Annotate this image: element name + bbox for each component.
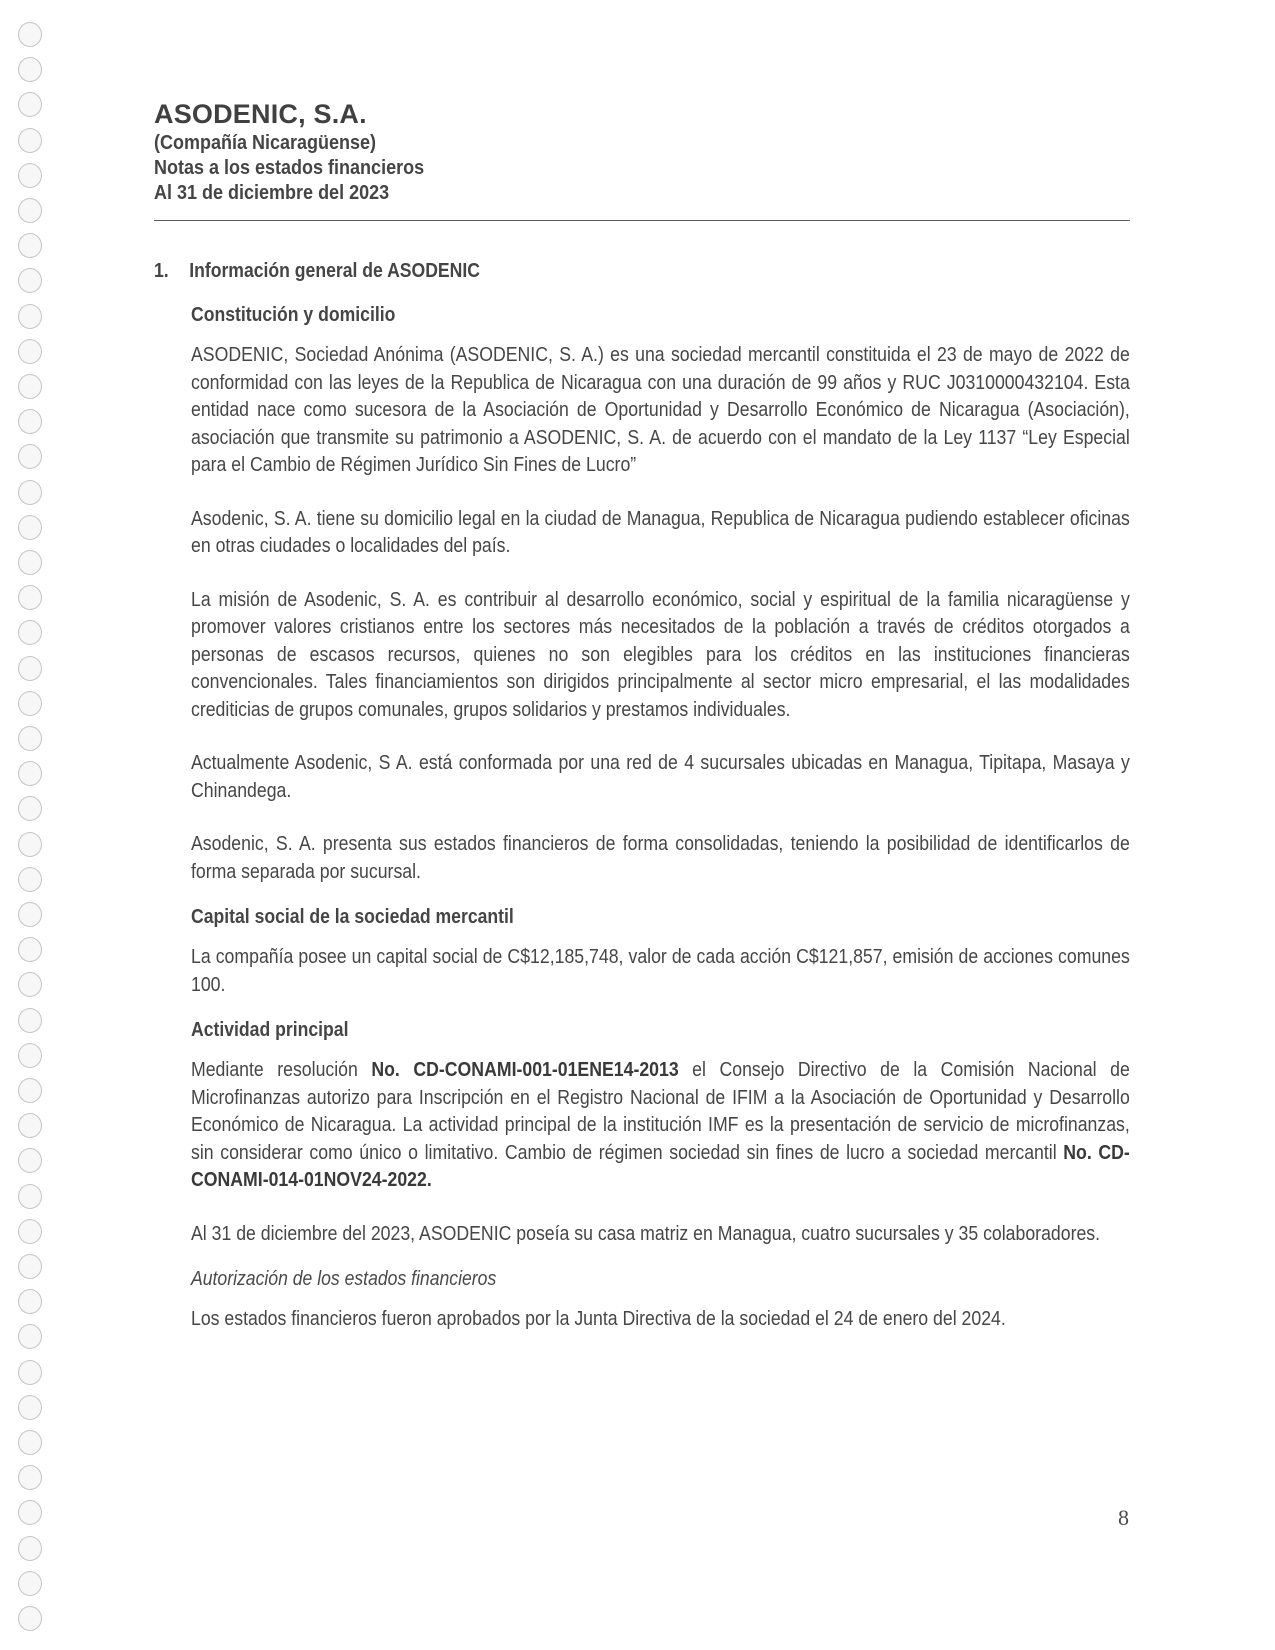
binder-hole (18, 1184, 42, 1209)
binder-hole (18, 1430, 42, 1455)
binder-hole (18, 656, 42, 681)
binder-hole (18, 444, 42, 469)
binder-hole (18, 198, 42, 223)
binder-hole (18, 92, 42, 117)
paragraph-casa-matriz: Al 31 de diciembre del 2023, ASODENIC poseía su casa matriz en Managua, cuatro sucursales y 35 colaboradores. (191, 1222, 1101, 1245)
paragraph-sucursales: Actualmente Asodenic, S A. está conformada por una red de 4 sucursales ubicadas en Managua, Tipitapa, Masaya y Chinandega. (191, 752, 1130, 802)
paragraph-mision: La misión de Asodenic, S. A. es contribuir al desarrollo económico, social y espiritual de la familia nicaragüense y promover valores cristianos entre los sectores más necesitados de la población a través de créditos otorgados a personas de escasos recursos, quienes no son elegibles para los créditos en las instituciones financieras convencionales. Tales financiamientos son dirigidos principalmente al sector micro empresarial, el las modalidades crediticias de grupos comunales, grupos solidarios y prestamos individuales. (191, 588, 1130, 721)
binder-hole (18, 585, 42, 610)
binder-hole (18, 1571, 42, 1596)
resolution-number-2: No. CD-CONAMI-014-01NOV24-2022. (191, 1141, 1130, 1191)
company-subtitle: (Compañía Nicaragüense) (154, 132, 377, 154)
binder-hole (18, 128, 42, 153)
resolution-number: No. CD-CONAMI-001-01ENE14-2013 (371, 1059, 679, 1081)
binder-hole (18, 1008, 42, 1033)
binder-hole (18, 374, 42, 399)
text-run: Mediante resolución (191, 1059, 372, 1081)
binder-hole (18, 1606, 42, 1631)
binder-hole (18, 57, 42, 82)
notes-content (154, 258, 1130, 1360)
paragraph-domicilio: Asodenic, S. A. tiene su domicilio legal en la ciudad de Managua, Republica de Nicaragua pudiendo establecer oficinas en otras ciudades o localidades del país. (191, 507, 1130, 557)
binder-hole (18, 1289, 42, 1314)
binder-holes (18, 22, 48, 1642)
section-title: Información general de ASODENIC (189, 260, 480, 282)
binder-hole (18, 726, 42, 751)
binder-hole (18, 480, 42, 505)
binder-hole (18, 1324, 42, 1349)
binder-hole (18, 233, 42, 258)
section-body (191, 302, 1130, 1334)
binder-hole (18, 1536, 42, 1561)
section-heading (154, 258, 1013, 284)
binder-hole (18, 1219, 42, 1244)
document-header (154, 98, 1130, 206)
paragraph-actividad-resolucion (191, 1057, 1130, 1195)
binder-hole (18, 1254, 42, 1279)
binder-hole (18, 1500, 42, 1525)
binder-hole (18, 937, 42, 962)
binder-hole (18, 339, 42, 364)
binder-hole (18, 1465, 42, 1490)
binder-hole (18, 832, 42, 857)
binder-hole (18, 22, 42, 47)
subheading-capital: Capital social de la sociedad mercantil (191, 906, 514, 928)
date-line: Al 31 de diciembre del 2023 (154, 182, 390, 204)
section-number: 1. (154, 260, 169, 282)
header-divider (154, 220, 1130, 221)
binder-hole (18, 268, 42, 293)
binder-hole (18, 163, 42, 188)
binder-hole (18, 550, 42, 575)
paragraph-capital: La compañía posee un capital social de C$12,185,748, valor de cada acción C$121,857, emisión de acciones comunes 100. (191, 946, 1130, 996)
paragraph-autorizacion: Los estados financieros fueron aprobados por la Junta Directiva de la sociedad el 24 de enero del 2024. (191, 1308, 1006, 1330)
binder-hole (18, 972, 42, 997)
paragraph-constitucion-1: ASODENIC, Sociedad Anónima (ASODENIC, S. A.) es una sociedad mercantil constituida el 23 de mayo de 2022 de conformidad con las leyes de la Republica de Nicaragua con una duración de 99 años y RUC J0310000432104. Esta entidad nace como sucesora de la Asociación de Oportunidad y Desarrollo Económico de Nicaragua (Asociación), asociación que transmite su patrimonio a ASODENIC, S. A. de acuerdo con el mandato de la Ley 1137 “Ley Especial para el Cambio de Régimen Jurídico Sin Fines de Lucro” (191, 344, 1130, 476)
binder-hole (18, 1360, 42, 1385)
binder-hole (18, 1113, 42, 1138)
binder-hole (18, 1395, 42, 1420)
binder-hole (18, 409, 42, 434)
binder-hole (18, 304, 42, 329)
subheading-autorizacion: Autorización de los estados financieros (191, 1268, 497, 1290)
subheading-actividad: Actividad principal (191, 1019, 349, 1041)
paragraph-estados-consolidados: Asodenic, S. A. presenta sus estados financieros de forma consolidadas, teniendo la posibilidad de identificarlos de forma separada por sucursal. (191, 833, 1130, 883)
binder-hole (18, 620, 42, 645)
binder-hole (18, 1078, 42, 1103)
binder-hole (18, 1148, 42, 1173)
binder-hole (18, 691, 42, 716)
binder-hole (18, 902, 42, 927)
binder-hole (18, 515, 42, 540)
company-name: ASODENIC, S.A. (154, 99, 367, 129)
document-title: Notas a los estados financieros (154, 157, 425, 179)
binder-hole (18, 761, 42, 786)
text-run: el Consejo Directivo de la Comisión Nacional de Microfinanzas autorizo para Inscripción en el Registro Nacional de IFIM a la Asociación de Oportunidad y Desarrollo Económico de Nicaragua. La actividad principal de la institución IMF es la presentación de servicio de microfinanzas, sin considerar como único o limitativo. Cambio de régimen sociedad sin fines de lucro a sociedad mercantil (191, 1059, 1130, 1164)
subheading-constitucion: Constitución y domicilio (191, 304, 396, 326)
binder-hole (18, 867, 42, 892)
binder-hole (18, 1043, 42, 1068)
binder-hole (18, 796, 42, 821)
page-number: 8 (1118, 1505, 1129, 1530)
